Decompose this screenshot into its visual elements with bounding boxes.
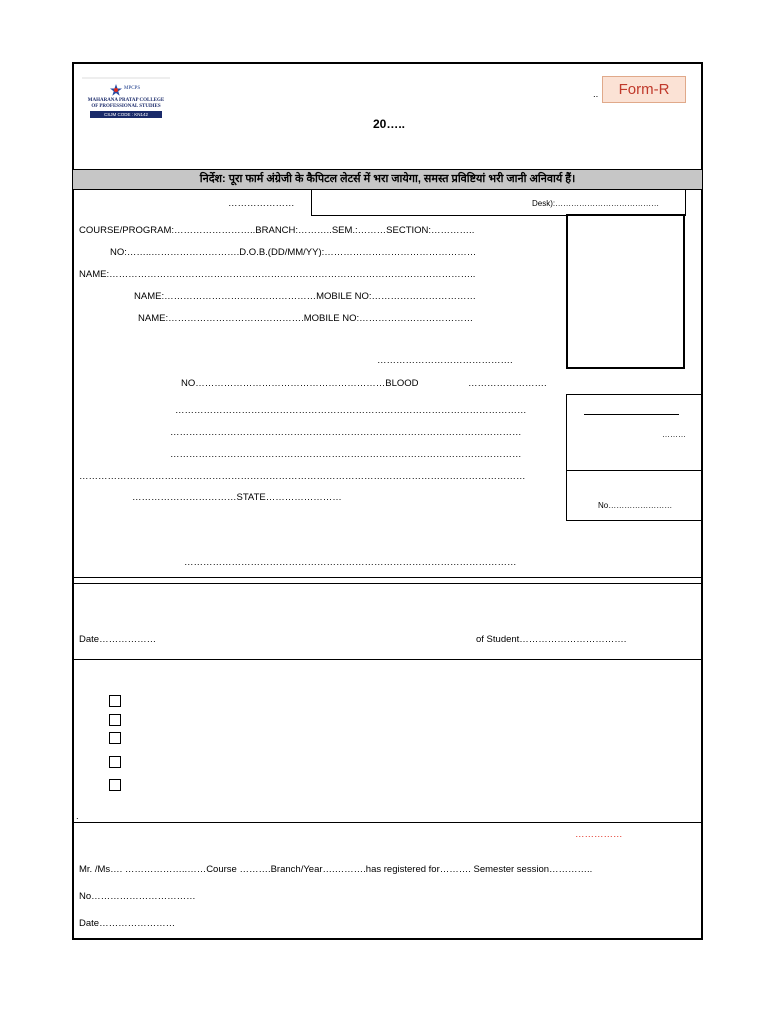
dotted-field-2[interactable]: …………………………………………………………………………………………… <box>184 557 517 568</box>
course-branch-sem-section-field[interactable]: COURSE/PROGRAM:……………………..BRANCH:………..SEM.:………SECTION:………….. <box>79 225 475 236</box>
address-line-1[interactable]: ………………………………………………………………………………………………… <box>175 405 527 416</box>
address-line-2[interactable]: ………………………………………………………………………………………………… <box>170 427 522 438</box>
address-line-3[interactable]: ………………………………………………………………………………………………… <box>170 449 522 460</box>
side-box-dots[interactable]: ……… <box>662 430 686 439</box>
address-line-4[interactable]: …………………………………………………………………………………………………………………………… <box>79 471 526 482</box>
side-box-signature-line <box>584 414 679 415</box>
state-field[interactable]: ……………………………STATE…………………… <box>132 492 342 503</box>
top-dots: .. <box>593 89 599 100</box>
desk-field[interactable]: Desk):………………………………… <box>532 199 660 208</box>
receipt-number[interactable]: No…………………………… <box>79 891 196 902</box>
section-divider-1 <box>73 577 702 578</box>
section-divider-2 <box>73 583 702 584</box>
name-mobile-field-2[interactable]: NAME:…………………………………….MOBILE NO:……………………………… <box>138 313 474 324</box>
checkbox-4[interactable] <box>109 756 121 768</box>
section-divider-4 <box>73 822 702 823</box>
checklist-mark: . <box>76 811 79 822</box>
checkbox-2[interactable] <box>109 714 121 726</box>
section-divider-3 <box>73 659 702 660</box>
checkbox-3[interactable] <box>109 732 121 744</box>
student-signature[interactable]: of Student……………………………. <box>476 634 627 645</box>
checkbox-5[interactable] <box>109 779 121 791</box>
college-logo <box>82 76 172 122</box>
session-year: 20….. <box>373 117 406 131</box>
receipt-red-dots: …………… <box>575 829 623 840</box>
form-badge: Form-R <box>602 76 686 103</box>
name-mobile-field-1[interactable]: NAME:…………………………………………MOBILE NO:…………………………… <box>134 291 477 302</box>
number-blood-field[interactable]: NO……………………………………………………BLOOD <box>181 378 419 389</box>
photo-box <box>566 214 685 369</box>
logo-line-1: MAHARANA PRATAP COLLEGE <box>87 98 165 103</box>
logo-code: CSJM CODE : KN142 <box>90 111 162 118</box>
blood-group-field[interactable]: ……………………. <box>468 378 547 389</box>
instruction-banner: निर्देश: पूरा फार्म अंग्रेजी के कैपिटल लेटर्स में भरा जायेगा, समस्त प्रविष्टियां भरी जानी अनिवार्य हैं। <box>73 169 702 190</box>
receipt-registration-line[interactable]: Mr. /Ms…. ………………..……Course ……….Branch/Year….……….has registered for………. Semester session………….. <box>79 864 593 875</box>
receipt-date[interactable]: Date…………………… <box>79 918 176 929</box>
checkbox-1[interactable] <box>109 695 121 707</box>
number-dob-field[interactable]: NO:……..……………………….D.O.B.(DD/MM/YY):………………………………………… <box>110 247 477 258</box>
declaration-date[interactable]: Date……………… <box>79 634 157 645</box>
dotted-field-1[interactable]: ……………………………………. <box>377 355 513 366</box>
side-box-divider <box>566 470 703 471</box>
logo-line-2: OF PROFESSIONAL STUDIES <box>91 104 161 109</box>
name-field[interactable]: NAME:…………………………………………………………………………………………………….. <box>79 269 476 280</box>
logo-abbrev: MPCPS <box>124 86 141 91</box>
side-box-number[interactable]: No…………………… <box>598 501 673 510</box>
top-left-dots[interactable]: ………………… <box>228 198 295 209</box>
